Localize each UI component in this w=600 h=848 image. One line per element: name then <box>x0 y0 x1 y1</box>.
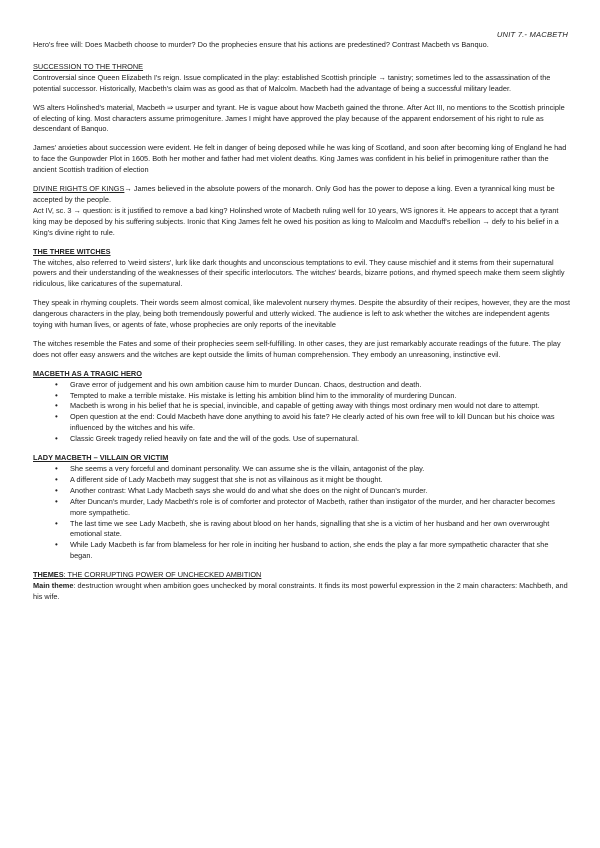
unit-header: UNIT 7.- MACBETH <box>496 30 568 39</box>
tragic-hero-heading: MACBETH AS A TRAGIC HERO <box>33 368 142 378</box>
witches-heading: THE THREE WITCHES <box>33 246 111 256</box>
succession-paragraph-3: James' anxieties about succession were evident. He felt in danger of being deposed while he was king of Scotland, and soon after becoming king of England he had to face the Gunpowder Plot in 1605. Both her mother and father had met violent deaths. King James was confident in his belief in primogeniture rather than the ancient Scottish tradition of election <box>33 143 567 175</box>
list-item: • Macbeth is wrong in his belief that he is special, invincible, and capable of getting away with things most ordinary men would not dare to attempt. <box>70 401 570 412</box>
tragic-hero-list <box>33 380 570 445</box>
witches-paragraph-1: The witches, also referred to 'weird sisters', lurk like dark thoughts and unconscious temptations to evil. They cause mischief and it stems from their supernatural powers and their understanding of the weaknesses of their specific interlocutors. The witches' beards, bizarre potions, and rhymed speech make them seem slightly ridiculous, like caricatures of the supernatural. <box>33 257 565 289</box>
section-divine-rights <box>33 184 570 239</box>
act-four-paragraph: Act IV, sc. 3 → question: is it justified to remove a bad king? Holinshed wrote of Macbeth ruling well for 10 years, WS ignores it. He appears to accept that a tyrant king may be deposed by his suffering subjects. Ironic that King James felt he owed his position as king to Malcolm and Macduff's rebellion → defy to his belief in a King's divine right to rule. <box>33 205 559 237</box>
list-item: • The last time we see Lady Macbeth, she is raving about blood on her hands, signalling that she is a victim of her husband and her own overwrought emotional state. <box>70 519 570 541</box>
section-tragic-hero <box>33 369 570 445</box>
lady-macbeth-list <box>33 464 570 562</box>
witches-paragraph-2: They speak in rhyming couplets. Their words seem almost comical, like malevolent nursery rhymes. Despite the absurdity of their recipes, however, they are the most dangerous characters in the play, being both tremendously powerful and utterly wicked. The audience is left to ask whether the witches are independent agents toying with human lives, or agents of fate, whose prophecies are only reports of the inevitable <box>33 298 571 330</box>
themes-heading <box>33 570 570 581</box>
succession-heading: SUCCESSION TO THE THRONE <box>33 61 144 71</box>
witches-paragraph-3: The witches resemble the Fates and some of their prophecies seem self-fulfilling. In other cases, they are just remarkably accurate readings of the future. The play does not offer easy answers and the witches are kept outside the limits of human comprehension. They embody an unreasoning, instinctive evil. <box>33 338 561 359</box>
section-lady-macbeth <box>33 453 570 562</box>
divine-rights-paragraph <box>33 184 570 206</box>
list-item: • Open question at the end: Could Macbeth have done anything to avoid his fate? He clearly acted of his own free will to kill Duncan but his choice was influenced by the witches and his wife. <box>70 412 570 434</box>
main-theme-paragraph <box>33 581 570 603</box>
list-item: • She seems a very forceful and dominant personality. We can assume she is the villain, antagonist of the play. <box>70 464 570 475</box>
main-theme-label: Main theme <box>33 581 74 591</box>
main-theme-text: : destruction wrought when ambition goes unchecked by moral constraints. It finds its most powerful expression in the 2 main characters: Machbeth, and his wife. <box>33 581 568 601</box>
succession-paragraph-1: Controversial since Queen Elizabeth I's reign. Issue complicated in the play: established Scottish principle → tanistry; sometimes led to the assassination of the potential successor. Historically, Macbeth's claim was as good as that of Malcolm. Macbeth had the advantage of being a successful military leader. <box>33 72 551 93</box>
themes-title: : THE CORRUPTING POWER OF UNCHECKED AMBITION <box>63 570 262 580</box>
section-themes <box>33 570 570 603</box>
divine-rights-heading: DIVINE RIGHTS OF KINGS <box>33 184 125 194</box>
list-item: • After Duncan's murder, Lady Macbeth's role is of comforter and protector of Macbeth, rather than instigator of the murder, and her character becomes more sympathetic. <box>70 497 570 519</box>
list-item: • A different side of Lady Macbeth may suggest that she is not as villainous as it might be thought. <box>70 475 570 486</box>
succession-paragraph-2: WS alters Holinshed's material, Macbeth ⇒ usurper and tyrant. He is vague about how Macbeth gained the throne. After Act III, no mentions to the Scottish principle of electing of king. Most characters assume primogeniture. James I might have approved the play because of the apparent endorsement of his right to rule as descendant of Banquo. <box>33 102 565 134</box>
list-item: • Classic Greek tragedy relied heavily on fate and the will of the gods. Use of supernatural. <box>70 434 570 445</box>
section-succession <box>33 62 570 176</box>
list-item: • While Lady Macbeth is far from blameless for her role in inciting her husband to action, she ends the play a far more sympathetic character that she began. <box>70 540 570 562</box>
list-item: • Another contrast: What Lady Macbeth says she would do and what she does on the night of Duncan's murder. <box>70 486 570 497</box>
divine-rights-text: → James believed in the absolute powers of the monarch. Only God has the power to depose a king. Even a tyrannical king must be accepted by the people. <box>33 184 555 204</box>
list-item: • Grave error of judgement and his own ambition cause him to murder Duncan. Chaos, destruction and death. <box>70 380 570 391</box>
themes-label: THEMES <box>33 570 64 580</box>
section-three-witches <box>33 247 570 361</box>
list-item: • Tempted to make a terrible mistake. His mistake is letting his ambition blind him to the immorality of murdering Duncan. <box>70 391 570 402</box>
lady-macbeth-heading: LADY MACBETH – VILLAIN OR VICTIM <box>33 453 169 463</box>
intro-paragraph: Hero's free will: Does Macbeth choose to murder? Do the prophecies ensure that his actions are predestined? Contrast Macbeth vs Banquo. <box>33 40 489 49</box>
